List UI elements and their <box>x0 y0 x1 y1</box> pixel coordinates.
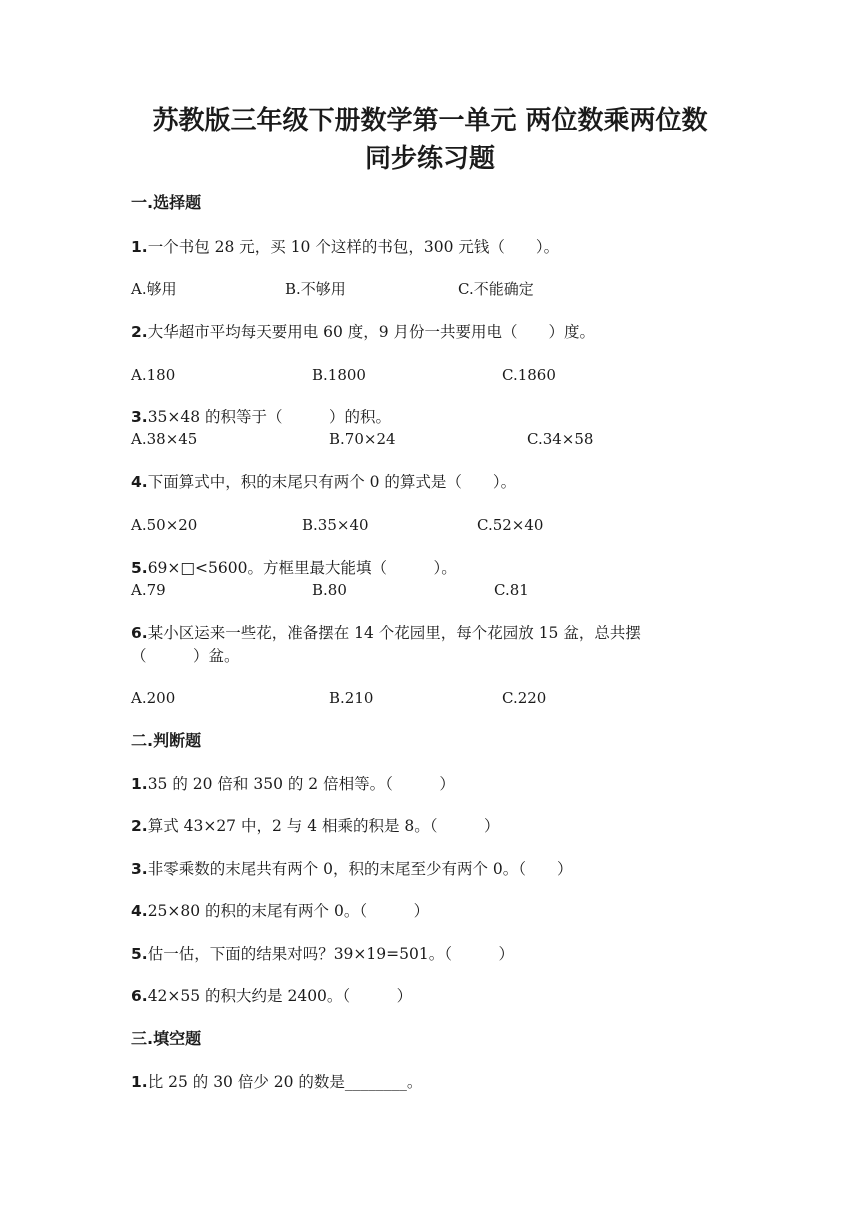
question-judge-5 <box>131 943 514 965</box>
question-judge-6 <box>131 985 412 1007</box>
option-b: B.1800 <box>312 366 366 384</box>
question-number: 6. <box>131 987 148 1005</box>
question-text: 42×55 的积大约是 2400。（ ） <box>147 987 413 1005</box>
question-choice-6 <box>131 622 641 644</box>
section-heading-choice: 一.选择题 <box>131 193 202 212</box>
option-a: A.200 <box>131 689 176 707</box>
question-text: 35 的 20 倍和 350 的 2 倍相等。（ ） <box>147 775 455 793</box>
question-number: 3. <box>131 408 148 426</box>
question-number: 1. <box>131 775 148 793</box>
option-a: A.38×45 <box>131 430 198 448</box>
option-b: B.35×40 <box>302 516 369 534</box>
page-title: 苏教版三年级下册数学第一单元 两位数乘两位数 <box>152 106 708 136</box>
option-c: C.1860 <box>502 366 556 384</box>
section-heading-judge: 二.判断题 <box>131 731 202 750</box>
question-fill-1 <box>131 1071 422 1093</box>
question-choice-3 <box>131 406 391 428</box>
question-text: 一个书包 28 元，买 10 个这样的书包，300 元钱（ ）。 <box>147 238 560 256</box>
question-text: 25×80 的积的末尾有两个 0。（ ） <box>147 902 430 920</box>
page-subtitle: 同步练习题 <box>364 144 495 174</box>
question-judge-4 <box>131 900 429 922</box>
question-text: 下面算式中，积的末尾只有两个 0 的算式是（ ）。 <box>147 473 517 491</box>
option-b: B.70×24 <box>329 430 396 448</box>
question-judge-3 <box>131 858 573 880</box>
question-number: 1. <box>131 1073 148 1091</box>
question-number: 2. <box>131 323 148 341</box>
option-b: B.不够用 <box>285 280 346 298</box>
question-choice-4 <box>131 471 516 493</box>
question-number: 3. <box>131 860 148 878</box>
question-choice-5 <box>131 557 457 579</box>
question-number: 2. <box>131 817 148 835</box>
question-choice-6-continued: （ ）盆。 <box>131 647 240 665</box>
question-text: 大华超市平均每天要用电 60 度，9 月份一共要用电（ ）度。 <box>147 323 596 341</box>
question-text: 某小区运来一些花，准备摆在 14 个花园里，每个花园放 15 盆，总共摆 <box>147 624 641 642</box>
question-number: 4. <box>131 902 148 920</box>
question-number: 1. <box>131 238 148 256</box>
question-judge-2 <box>131 815 500 837</box>
option-a: A.够用 <box>131 280 177 298</box>
option-a: A.180 <box>131 366 176 384</box>
option-c: C.34×58 <box>527 430 594 448</box>
option-b: B.210 <box>329 689 374 707</box>
question-number: 6. <box>131 624 148 642</box>
question-number: 5. <box>131 945 148 963</box>
option-c: C.220 <box>502 689 547 707</box>
question-number: 4. <box>131 473 148 491</box>
section-heading-fill: 三.填空题 <box>131 1029 202 1048</box>
question-choice-1 <box>131 236 559 258</box>
question-choice-2 <box>131 321 595 343</box>
option-b: B.80 <box>312 581 347 599</box>
option-c: C.不能确定 <box>458 280 534 298</box>
question-text: 非零乘数的末尾共有两个 0，积的末尾至少有两个 0。（ ） <box>147 860 573 878</box>
option-a: A.50×20 <box>131 516 198 534</box>
option-c: C.81 <box>494 581 529 599</box>
question-number: 5. <box>131 559 148 577</box>
question-text: 比 25 的 30 倍少 20 的数是________。 <box>147 1073 423 1091</box>
option-a: A.79 <box>131 581 166 599</box>
question-judge-1 <box>131 773 455 795</box>
question-text: 算式 43×27 中，2 与 4 相乘的积是 8。（ ） <box>147 817 500 835</box>
question-text: 估一估，下面的结果对吗？39×19=501。（ ） <box>147 945 514 963</box>
option-c: C.52×40 <box>477 516 544 534</box>
question-text: 35×48 的积等于（ ）的积。 <box>147 408 392 426</box>
question-text: 69×□<5600。方框里最大能填（ ）。 <box>147 559 457 577</box>
